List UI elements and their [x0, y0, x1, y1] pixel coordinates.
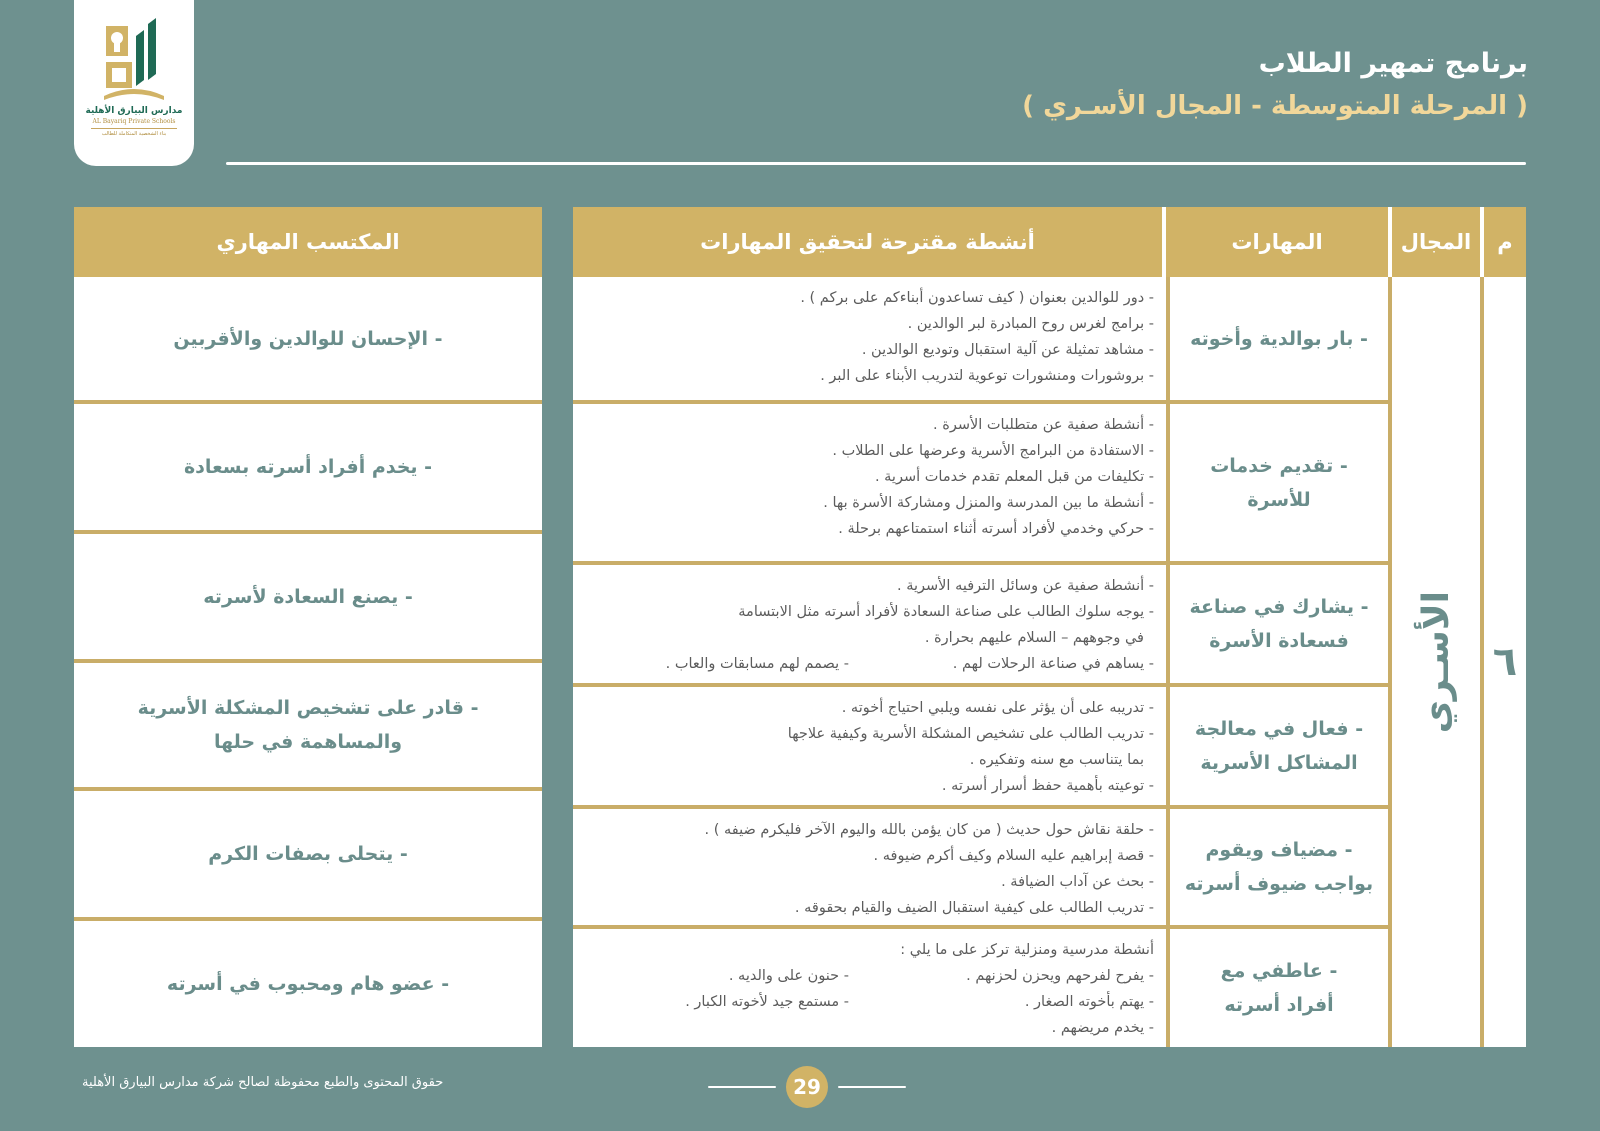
activity-item: أنشطة مدرسية ومنزلية تركز على ما يلي :	[900, 942, 1154, 958]
acquired-cell: - الإحسان للوالدين والأقربين	[74, 277, 542, 404]
activity-item: - حركي وخدمي لأفراد أسرته أثناء استمتاعهم برحلة .	[838, 521, 1154, 537]
skills-table	[573, 207, 1526, 1047]
logo-tagline: بناء الشخصية المتكاملة للطالب	[101, 131, 167, 137]
acquired-cell: - عضو هام ومحبوب في أسرته	[74, 921, 542, 1047]
skill-cell: - يشارك في صناعة فسعادة الأسرة	[1166, 565, 1388, 683]
activity-item: - يهتم بأخوته الصغار .	[1024, 994, 1154, 1010]
activity-item: - بحث عن آداب الضيافة .	[1001, 874, 1154, 890]
skill-cell: - عاطفي مع أفراد أسرته	[1166, 929, 1388, 1047]
skill-rows	[573, 277, 1388, 1047]
page-number: 29	[786, 1066, 828, 1108]
title-divider	[226, 162, 1526, 165]
activity-item: - يساهم في صناعة الرحلات لهم .	[952, 656, 1154, 672]
activity-item: - يصمم لهم مسابقات والعاب .	[665, 656, 849, 672]
skills-table-header	[573, 207, 1526, 277]
activity-item: - يفرح لفرحهم ويحزن لحزنهم .	[966, 968, 1154, 984]
acquired-cell: - يخدم أفراد أسرته بسعادة	[74, 404, 542, 534]
page-number-line-right	[838, 1086, 906, 1088]
activity-item: - الاستفادة من البرامج الأسرية وعرضها على الطلاب .	[832, 443, 1154, 459]
activity-item: - بروشورات ومنشورات توعوية لتدريب الأبناء على البر .	[820, 368, 1154, 384]
table-row	[573, 929, 1388, 1047]
activity-item: في وجوههم – السلام عليهم بحرارة .	[924, 630, 1144, 646]
skills-table-body	[573, 277, 1526, 1047]
activities-cell	[573, 404, 1166, 561]
acquired-header-row	[74, 207, 542, 277]
acquired-cell: - قادر على تشخيص المشكلة الأسرية والمساهمة في حلها	[74, 663, 542, 791]
footer-copyright: حقوق المحتوى والطبع محفوظة لصالح شركة مدارس البيارق الأهلية	[82, 1075, 444, 1090]
activity-item: - تكليفات من قبل المعلم تقدم خدمات أسرية .	[874, 469, 1154, 485]
activity-pair	[585, 651, 1154, 677]
page-number-line-left	[708, 1086, 776, 1088]
school-logo-card	[74, 0, 194, 166]
table-row	[573, 404, 1388, 565]
header-activities: أنشطة مقترحة لتحقيق المهارات	[573, 207, 1162, 277]
page-subtitle: ( المرحلة المتوسطة - المجال الأسـري )	[1022, 91, 1528, 121]
activity-item: - حنون على والديه .	[728, 968, 849, 984]
activity-item: - مشاهد تمثيلة عن آلية استقبال وتوديع الوالدين .	[861, 342, 1154, 358]
activity-item: - أنشطة صفية عن متطلبات الأسرة .	[933, 417, 1154, 433]
page-title-block	[1022, 48, 1528, 121]
activity-pair	[585, 963, 1154, 989]
num-cell	[1480, 277, 1526, 1047]
activities-cell	[573, 687, 1166, 805]
logo-divider	[91, 128, 177, 129]
activity-item: بما يتناسب مع سنه وتفكيره .	[969, 752, 1144, 768]
activity-item: - قصة إبراهيم عليه السلام وكيف أكرم ضيوفه .	[873, 848, 1154, 864]
page-number-indicator	[708, 1066, 906, 1108]
domain-number: ٦	[1492, 639, 1518, 685]
activities-cell	[573, 929, 1166, 1047]
activities-cell	[573, 565, 1166, 683]
skill-cell: - بار بوالدية وأخوته	[1166, 277, 1388, 400]
domain-cell	[1388, 277, 1480, 1047]
logo-name-english: AL Bayariq Private Schools	[92, 118, 176, 125]
acquired-rows	[74, 277, 542, 1047]
logo-name-arabic: مدارس البيارق الأهلية	[85, 106, 183, 116]
header-domain: المجال	[1388, 207, 1480, 277]
activity-item: - أنشطة ما بين المدرسة والمنزل ومشاركة الأسرة بها .	[823, 495, 1154, 511]
activity-item: - برامج لغرس روح المبادرة لبر الوالدين .	[907, 316, 1154, 332]
header-num: م	[1480, 207, 1526, 277]
skill-cell: - تقديم خدمات للأسرة	[1166, 404, 1388, 561]
table-row	[573, 565, 1388, 687]
school-logo-icon	[98, 16, 170, 104]
acquired-skills-table	[74, 207, 542, 1047]
acquired-cell: - يتحلى بصفات الكرم	[74, 791, 542, 921]
table-row	[573, 809, 1388, 929]
table-row	[573, 687, 1388, 809]
activities-cell	[573, 277, 1166, 400]
activity-item: - يوجه سلوك الطالب على صناعة السعادة لأفراد أسرته مثل الابتسامة	[738, 604, 1154, 620]
skill-cell: - مضياف ويقوم بواجب ضيوف أسرته	[1166, 809, 1388, 925]
activity-item: - تدريب الطالب على تشخيص المشكلة الأسرية وكيفية علاجها	[787, 726, 1154, 742]
header-acquired: المكتسب المهاري	[74, 207, 542, 277]
activity-item: - توعيته بأهمية حفظ أسرار أسرته .	[941, 778, 1154, 794]
activity-pair	[585, 989, 1154, 1015]
skill-cell: - فعال في معالجة المشاكل الأسرية	[1166, 687, 1388, 805]
header-skills: المهارات	[1162, 207, 1388, 277]
activity-item: - تدريبه على أن يؤثر على نفسه ويلبي احتياج أخوته .	[841, 700, 1154, 716]
table-row	[573, 277, 1388, 404]
activity-item: - حلقة نقاش حول حديث ( من كان يؤمن بالله واليوم الآخر فليكرم ضيفه ) .	[704, 822, 1154, 838]
activity-item: - أنشطة صفية عن وسائل الترفيه الأسرية .	[896, 578, 1154, 594]
activity-item: - دور للوالدين بعنوان ( كيف تساعدون أبناءكم على بركم ) .	[800, 290, 1154, 306]
activities-cell	[573, 809, 1166, 925]
activity-item: - مستمع جيد لأخوته الكبار .	[685, 994, 849, 1010]
domain-name: الأسـري	[1415, 590, 1457, 734]
activity-item: - يخدم مريضهم .	[1051, 1020, 1154, 1036]
activity-item: - تدريب الطالب على كيفية استقبال الضيف والقيام بحقوقه .	[794, 900, 1154, 916]
acquired-cell: - يصنع السعادة لأسرته	[74, 534, 542, 663]
page-title: برنامج تمهير الطلاب	[1258, 48, 1528, 79]
